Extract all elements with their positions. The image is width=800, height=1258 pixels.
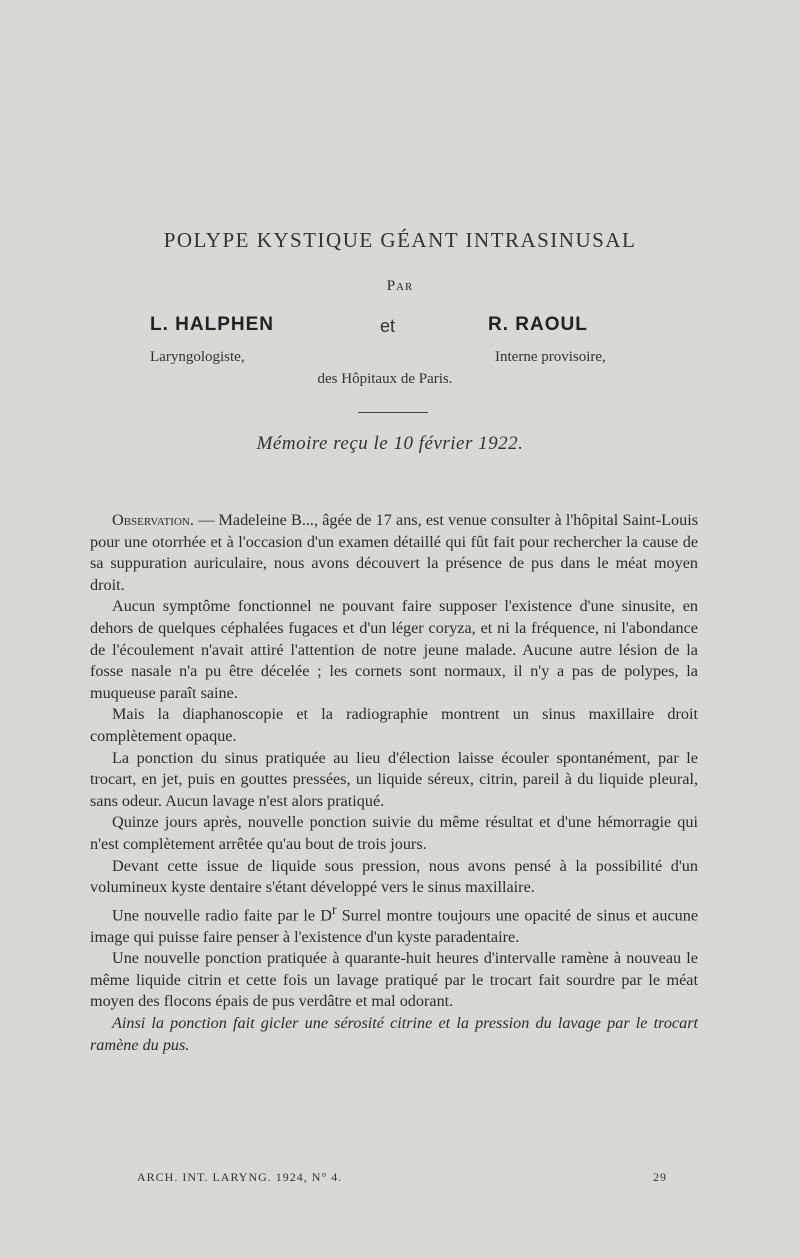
author-halphen: L. HALPHEN — [150, 314, 274, 335]
author-conjunction: et — [380, 316, 396, 336]
observation-lead: Observation. — [112, 511, 194, 529]
paragraph-3: Mais la diaphanoscopie et la radiographie montrent un sinus maxillaire droit complètement opaque. — [90, 705, 698, 745]
paragraph-2: Aucun symptôme fonctionnel ne pouvant faire supposer l'existence d'une sinusite, en dehors de quelques céphalées fugaces et d'un léger coryza, et ni la fréquence, ni l'abondance de l'écoulement n'avait attiré l'attention de notre jeune malade. Aucune autre lésion de la fosse nasale n'a pu être décelée ; les cornets sont normaux, il n'y a pas de polypes, la muqueuse paraît saine. — [90, 597, 698, 702]
paragraph-5: Quinze jours après, nouvelle ponction suivie du même résultat et d'une hémorragie qui n'est complètement arrêtée qu'au bout de trois jours. — [90, 813, 698, 853]
paragraph-7 — [90, 899, 698, 949]
p7-superscript: r — [332, 901, 337, 917]
institution: des Hôpitaux de Paris. — [317, 371, 453, 387]
paragraph-4: La ponction du sinus pratiquée au lieu d'élection laisse écouler spontanément, par le trocart, en jet, puis en gouttes pressées, un liquide séreux, citrin, pareil à du liquide pleural, sans odeur. Aucun lavage n'est alors pratiqué. — [90, 748, 698, 810]
author-raoul: R. RAOUL — [488, 314, 588, 335]
article-title: POLYPE KYSTIQUE GÉANT INTRASINUSAL — [163, 228, 637, 252]
by-line: Par — [386, 278, 414, 294]
role-raoul: Interne provisoire, — [495, 349, 606, 365]
journal-reference: ARCH. INT. LARYNG. 1924, N° 4. — [137, 1170, 343, 1184]
p7-start: Une nouvelle radio faite par le D — [112, 906, 332, 925]
received-date: Mémoire reçu le 10 février 1922. — [256, 433, 524, 454]
p7-end: Surrel montre toujours une opacité de sinus et aucune image qui puisse faire penser à l'existence d'un kyste paradentaire. — [90, 906, 698, 946]
paragraph-observation — [90, 510, 698, 596]
paragraph-9: Ainsi la ponction fait gicler une sérosité citrine et la pression du lavage par le trocart ramène du pus. — [90, 1014, 698, 1054]
article-body — [90, 510, 698, 1056]
page-footer — [137, 1170, 667, 1185]
paragraph-8: Une nouvelle ponction pratiquée à quarante-huit heures d'intervalle ramène à nouveau le même liquide citrin et cette fois un lavage pratiqué par le trocart fait sourdre par le méat moyen des flocons épais de pus verdâtre et mal odorant. — [90, 949, 698, 1011]
role-halphen: Laryngologiste, — [150, 349, 245, 365]
page-number: 29 — [653, 1170, 667, 1184]
paragraph-6: Devant cette issue de liquide sous pression, nous avons pensé à la possibilité d'un volumineux kyste dentaire s'étant développé vers le sinus maxillaire. — [90, 856, 698, 897]
observation-text: — Madeleine B..., âgée de 17 ans, est venue consulter à l'hôpital Saint-Louis pour une otorrhée et à l'occasion d'un examen détaillé qui fût fait pour rechercher la cause de sa suppuration auriculaire, nous avons découvert la présence de pus dans le méat moyen droit. — [90, 511, 698, 594]
divider — [358, 412, 428, 413]
